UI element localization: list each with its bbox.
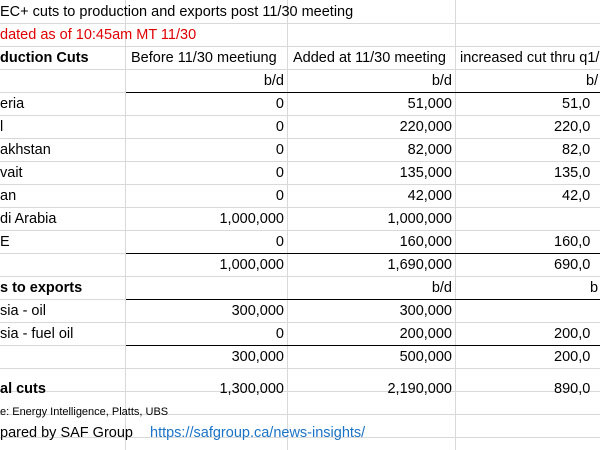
unit-added: b/d bbox=[431, 73, 452, 89]
sheet-title: EC+ cuts to production and exports post 11/30 meeting bbox=[0, 4, 354, 20]
increased-value bbox=[554, 300, 600, 322]
before-value: 0 bbox=[275, 188, 284, 204]
added-value: 82,000 bbox=[407, 142, 452, 158]
before-value: 1,000,000 bbox=[219, 211, 284, 227]
added-value: 135,000 bbox=[399, 165, 452, 181]
exports-unit-increased: b bbox=[590, 280, 599, 296]
before-value: 0 bbox=[275, 234, 284, 250]
prepared-by: pared by SAF Group bbox=[0, 425, 133, 441]
news-insights-link[interactable]: https://safgroup.ca/news-insights/ bbox=[150, 425, 366, 441]
added-value: 220,000 bbox=[399, 119, 452, 135]
total-cuts-increased: 890,0 bbox=[554, 381, 591, 397]
total-cuts-before: 1,300,000 bbox=[219, 381, 284, 397]
increased-value: 51,0 bbox=[562, 96, 591, 112]
increased-value: 135,0 bbox=[554, 165, 591, 181]
country-label: sia - oil bbox=[0, 303, 46, 319]
added-value: 1,000,000 bbox=[387, 211, 452, 227]
country-label: akhstan bbox=[0, 142, 51, 158]
increased-value: 200,0 bbox=[554, 326, 591, 342]
added-value: 51,000 bbox=[407, 96, 452, 112]
source-note: e: Energy Intelligence, Platts, UBS bbox=[0, 406, 169, 418]
increased-value: 82,0 bbox=[562, 142, 591, 158]
column-divider bbox=[455, 0, 456, 450]
production-total-before: 1,000,000 bbox=[219, 257, 284, 273]
header-before: Before 11/30 meetiung bbox=[131, 50, 277, 66]
exports-total-increased: 200,0 bbox=[554, 349, 591, 365]
increased-value: 42,0 bbox=[562, 188, 591, 204]
header-added: Added at 11/30 meeting bbox=[293, 50, 446, 66]
increased-value: 160,0 bbox=[554, 234, 591, 250]
total-cuts-label: al cuts bbox=[0, 381, 46, 397]
added-value: 200,000 bbox=[399, 326, 452, 342]
unit-before: b/d bbox=[263, 73, 284, 89]
total-cuts-added: 2,190,000 bbox=[387, 381, 452, 397]
sheet-subtitle: dated as of 10:45am MT 11/30 bbox=[0, 27, 197, 43]
country-label: l bbox=[0, 119, 4, 135]
before-value: 0 bbox=[275, 119, 284, 135]
exports-total-added: 500,000 bbox=[399, 349, 452, 365]
added-value: 160,000 bbox=[399, 234, 452, 250]
exports-unit-added: b/d bbox=[431, 280, 452, 296]
before-value: 0 bbox=[275, 142, 284, 158]
country-label: eria bbox=[0, 96, 25, 112]
increased-value: 220,0 bbox=[554, 119, 591, 135]
unit-increased: b/ bbox=[586, 73, 599, 89]
before-value: 0 bbox=[275, 96, 284, 112]
row-divider bbox=[0, 368, 600, 369]
country-label: sia - fuel oil bbox=[0, 326, 74, 342]
country-label: an bbox=[0, 188, 17, 204]
added-value: 42,000 bbox=[407, 188, 452, 204]
before-value: 300,000 bbox=[231, 303, 284, 319]
header-increased: increased cut thru q1/ bbox=[460, 50, 600, 66]
country-label: E bbox=[0, 234, 10, 250]
added-value: 300,000 bbox=[399, 303, 452, 319]
exports-label: s to exports bbox=[0, 280, 83, 296]
before-value: 0 bbox=[275, 165, 284, 181]
exports-total-before: 300,000 bbox=[231, 349, 284, 365]
country-label: vait bbox=[0, 165, 23, 181]
production-cuts-label: duction Cuts bbox=[0, 50, 89, 66]
production-total-increased: 690,0 bbox=[554, 257, 591, 273]
country-label: di Arabia bbox=[0, 211, 57, 227]
before-value: 0 bbox=[275, 326, 284, 342]
increased-value bbox=[562, 208, 600, 230]
production-total-added: 1,690,000 bbox=[387, 257, 452, 273]
